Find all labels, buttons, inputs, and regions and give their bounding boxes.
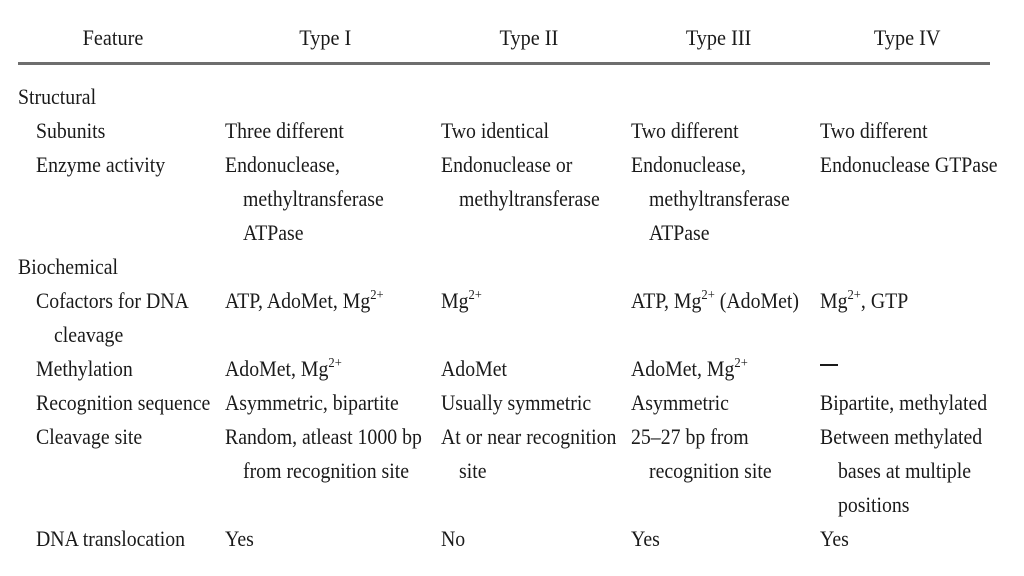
table-cell [441, 114, 549, 148]
cell-line: Enzyme activity [36, 152, 166, 177]
table-cell [820, 522, 849, 556]
cell-line: Between methylated [820, 424, 983, 449]
header-rule [18, 62, 990, 65]
cell-line: $Mg^{2+}$ [441, 288, 482, 313]
cell-line: Recognition sequence [36, 390, 211, 415]
cell-line: methyltransferase [459, 186, 600, 211]
cell-line: 25–27 bp from [631, 424, 749, 449]
table-cell [441, 420, 616, 488]
table-cell [225, 420, 422, 488]
feature-label [36, 420, 142, 454]
header-type-iv: Type IV [873, 25, 941, 50]
cell-line: Cofactors for DNA [36, 288, 189, 313]
cell-line: Two identical [441, 118, 550, 143]
cell-line: DNA translocation [36, 526, 186, 551]
table-cell [225, 114, 344, 148]
cell-line: Endonuclease, [225, 152, 340, 177]
feature-label [36, 148, 165, 182]
header-type-i: Type I [299, 25, 352, 50]
cell-line [820, 352, 838, 386]
cell-line: site [459, 458, 487, 483]
cell-line: ATP, AdoMet, $Mg^{2+}$ [225, 288, 384, 313]
feature-label [36, 386, 210, 420]
table-cell [820, 284, 908, 318]
cell-line: from recognition site [243, 458, 410, 483]
table-cell [441, 352, 507, 386]
table-cell [441, 284, 482, 318]
cell-line: ATPase [649, 220, 710, 245]
cell-line: methyltransferase [243, 186, 384, 211]
cell-line: Yes [820, 526, 849, 551]
section-title: Structural [18, 84, 97, 109]
cell-line: Three different [225, 118, 344, 143]
cell-line: AdoMet, $Mg^{2+}$ [225, 356, 342, 381]
table-cell [441, 522, 465, 556]
table-cell [631, 522, 660, 556]
table-cell [631, 352, 748, 386]
cell-line: ATP, $Mg^{2+}$ (AdoMet) [631, 288, 799, 313]
table-cell [820, 352, 838, 386]
header-type-ii: Type II [499, 25, 559, 50]
cell-line: $Mg^{2+}$, GTP [820, 288, 909, 313]
cell-line: Bipartite, methylated [820, 390, 988, 415]
header-type-iii: Type III [685, 25, 752, 50]
feature-label [36, 284, 189, 352]
table-cell [820, 386, 987, 420]
table-cell [225, 148, 384, 250]
cell-line: Two different [820, 118, 928, 143]
cell-line: positions [838, 492, 910, 517]
cell-line: At or near recognition [441, 424, 617, 449]
table-cell [225, 284, 384, 318]
table-cell [225, 386, 399, 420]
cell-line: ATPase [243, 220, 304, 245]
cell-line: AdoMet, $Mg^{2+}$ [631, 356, 748, 381]
cell-line: methyltransferase [649, 186, 790, 211]
cell-line: bases at multiple [838, 458, 972, 483]
table-cell [631, 114, 739, 148]
cell-line: Methylation [36, 356, 133, 381]
em-dash [820, 364, 838, 366]
feature-label [36, 114, 105, 148]
table-cell [631, 284, 799, 318]
cell-line: AdoMet [441, 356, 507, 381]
table-cell [631, 386, 729, 420]
feature-label [36, 352, 133, 386]
cell-line: Endonuclease GTPase [820, 152, 998, 177]
cell-line: Asymmetric [631, 390, 729, 415]
cell-line: Yes [631, 526, 660, 551]
cell-line: recognition site [649, 458, 772, 483]
table-cell [225, 522, 254, 556]
table-cell [820, 148, 998, 182]
cell-line: Random, atleast 1000 bp [225, 424, 422, 449]
cell-line: No [441, 526, 466, 551]
cell-line: Subunits [36, 118, 106, 143]
cell-line: Usually symmetric [441, 390, 592, 415]
table-cell [441, 386, 591, 420]
cell-line: Yes [225, 526, 254, 551]
cell-line: Cleavage site [36, 424, 143, 449]
table-cell [225, 352, 342, 386]
table-cell [631, 420, 772, 488]
table-cell [631, 148, 790, 250]
cell-line: Asymmetric, bipartite [225, 390, 399, 415]
feature-label [36, 522, 185, 556]
header-feature: Feature [82, 25, 144, 50]
cell-line: Endonuclease, [631, 152, 746, 177]
table-cell [441, 148, 600, 216]
cell-line: Two different [631, 118, 739, 143]
cell-line: Endonuclease or [441, 152, 573, 177]
cell-line: cleavage [54, 322, 124, 347]
section-title: Biochemical [18, 254, 119, 279]
table-cell [820, 114, 928, 148]
table-cell [820, 420, 982, 522]
